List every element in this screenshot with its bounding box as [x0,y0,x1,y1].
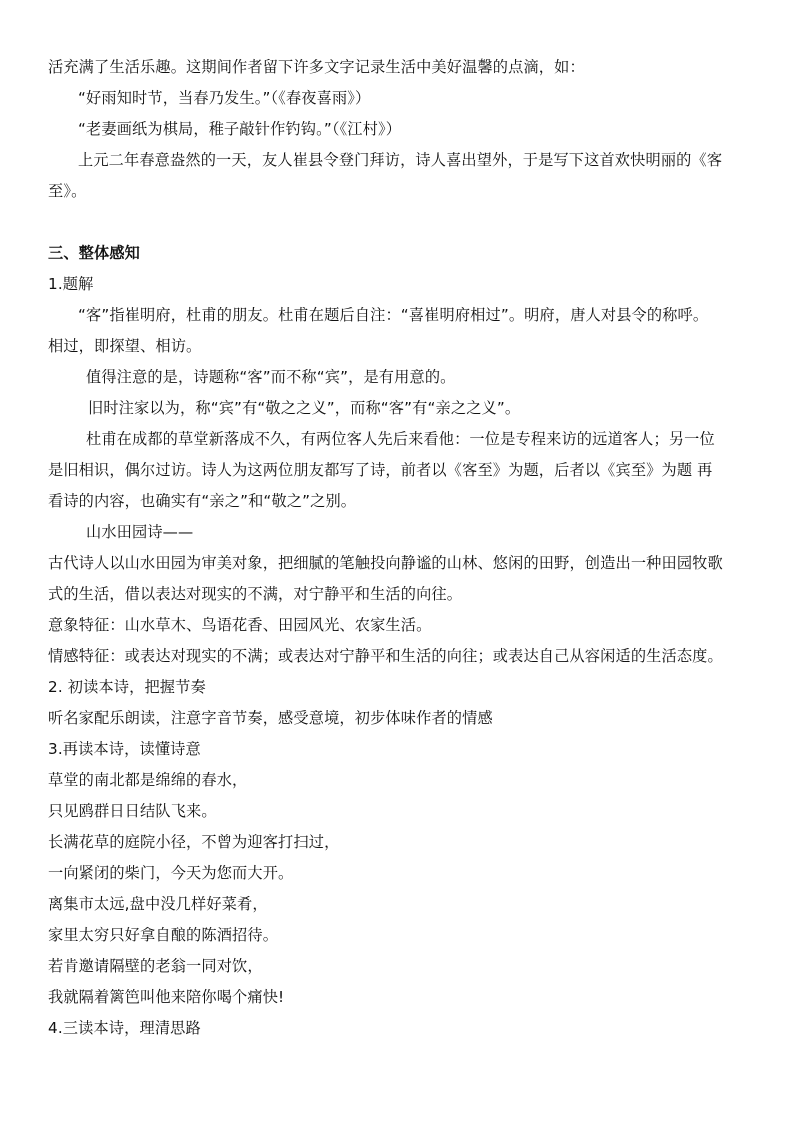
intro-line: 活充满了生活乐趣。这期间作者留下许多文字记录生活中美好温馨的点滴，如： [48,58,585,76]
two-guests-line1: 杜甫在成都的草堂新落成不久，有两位客人先后来看他：一位是专程来访的远道客人；另一位 [86,430,715,448]
translation-line: 只见鸥群日日结队飞来。 [48,802,217,820]
item-2-label: 2. 初读本诗，把握节奏 [48,678,206,696]
translation-line: 若肯邀请隔壁的老翁一同对饮， [48,957,263,975]
section-heading: 三、整体感知 [48,244,141,262]
note-commentators: 旧时注家以为，称“宾”有“敬之之义”，而称“客”有“亲之之义”。 [88,399,521,417]
item-2-text: 听名家配乐朗读，注意字音节奏，感受意境，初步体味作者的情感 [48,709,493,727]
translation-line: 一向紧闭的柴门，今天为您而大开。 [48,864,294,882]
note-ke-vs-bin: 值得注意的是，诗题称“客”而不称“宾”，是有用意的。 [86,368,456,386]
translation-line: 家里太穷只好拿自酿的陈酒招待。 [48,926,279,944]
spacer [48,207,778,238]
quote-jiangcun: “老妻画纸为棋局，稚子敲针作钓钩。”（《江村》） [78,120,402,138]
emotion-features: 情感特征：或表达对现实的不满；或表达对宁静平和生活的向往；或表达自己从容闲适的生活态度。 [48,647,723,665]
title-explanation-line2: 相过，即探望、相访。 [48,337,202,355]
genre-title: 山水田园诗—— [86,523,194,541]
two-guests-line3: 看诗的内容，也确实有“亲之”和“敬之”之别。 [48,492,357,510]
document-page [48,52,778,1044]
translation-line: 离集市太远,盘中没几样好菜肴， [48,895,268,913]
background-paragraph-line2: 至》。 [48,182,87,200]
item-3-label: 3.再读本诗，读懂诗意 [48,740,201,758]
genre-definition-line2: 式的生活，借以表达对现实的不满，对宁静平和生活的向往。 [48,585,463,603]
background-paragraph-line1: 上元二年春意盎然的一天，友人崔县令登门拜访，诗人喜出望外，于是写下这首欢快明丽的《客 [78,151,723,169]
quote-chunye-xiyu: “好雨知时节，当春乃发生。”（《春夜喜雨》） [78,89,371,107]
imagery-features: 意象特征：山水草木、鸟语花香、田园风光、农家生活。 [48,616,432,634]
item-1-label: 1.题解 [48,275,94,293]
translation-line: 长满花草的庭院小径，不曾为迎客打扫过， [48,833,340,851]
genre-definition-line1: 古代诗人以山水田园为审美对象，把细腻的笔触投向静谧的山林、悠闲的田野，创造出一种田园牧歌 [48,554,723,572]
translation-line: 我就隔着篱笆叫他来陪你喝个痛快! [48,988,285,1006]
two-guests-line2: 是旧相识，偶尔过访。诗人为这两位朋友都写了诗，前者以《客至》为题，后者以《宾至》为题 再 [48,461,713,479]
title-explanation-line1: “客”指崔明府，杜甫的朋友。杜甫在题后自注：“喜崔明府相过”。明府，唐人对县令的称呼。 [78,306,709,324]
item-4-label: 4.三读本诗，理清思路 [48,1019,201,1037]
translation-line: 草堂的南北都是绵绵的春水， [48,771,248,789]
